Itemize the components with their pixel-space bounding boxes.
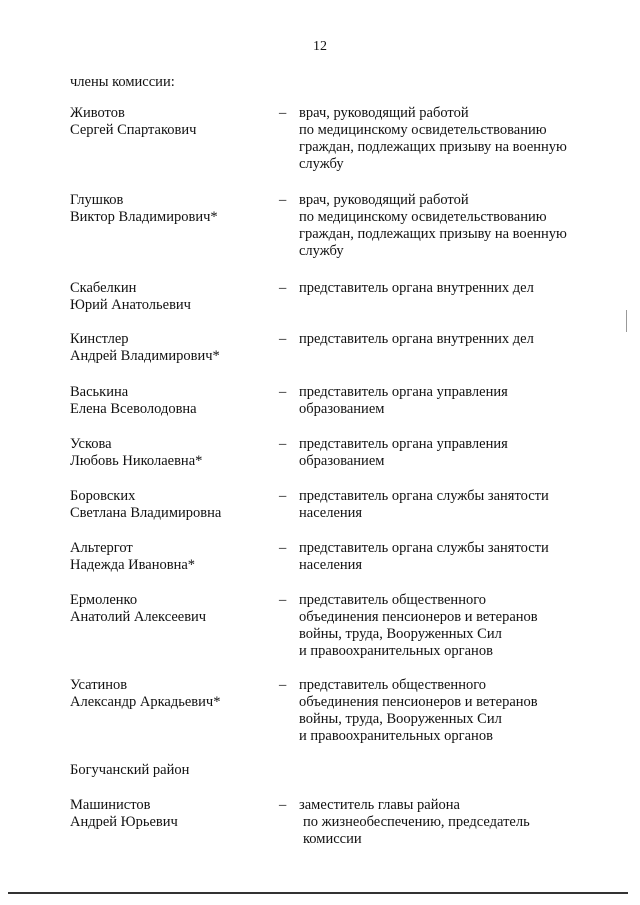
member-given-names: Сергей Спартакович: [70, 122, 197, 138]
role-line: по жизнеобеспечению, председатель: [303, 814, 530, 830]
member-name: [70, 192, 270, 226]
member-surname: Ускова: [70, 436, 112, 452]
member-role: [299, 105, 599, 173]
role-line: граждан, подлежащих призыву на военную: [299, 226, 567, 242]
role-line: представитель органа внутренних дел: [299, 280, 534, 296]
member-surname: Животов: [70, 105, 125, 121]
member-role: [299, 192, 599, 260]
role-line: войны, труда, Вооруженных Сил: [299, 711, 502, 727]
dash: –: [279, 797, 287, 813]
role-line: заместитель главы района: [299, 797, 460, 813]
dash: –: [279, 436, 287, 452]
member-surname: Кинстлер: [70, 331, 129, 347]
member-surname: Машинистов: [70, 797, 151, 813]
role-line: войны, труда, Вооруженных Сил: [299, 626, 502, 642]
scan-margin-mark: [626, 310, 627, 332]
dash: –: [279, 488, 287, 504]
member-surname: Васькина: [70, 384, 129, 400]
member-surname: Боровских: [70, 488, 136, 504]
member-role: [299, 488, 599, 522]
member-name: [70, 797, 270, 831]
role-line: службу: [299, 156, 344, 172]
member-name: [70, 384, 270, 418]
role-line: и правоохранительных органов: [299, 728, 493, 744]
member-role: [299, 797, 599, 848]
dash: –: [279, 192, 287, 208]
role-line: врач, руководящий работой: [299, 105, 469, 121]
role-line: объединения пенсионеров и ветеранов: [299, 694, 538, 710]
member-name: [70, 436, 270, 470]
role-line: населения: [299, 505, 363, 521]
dash: –: [279, 331, 287, 347]
member-name: [70, 592, 270, 626]
role-line: представитель органа управления: [299, 436, 508, 452]
member-role: [299, 280, 599, 297]
member-given-names: Андрей Юрьевич: [70, 814, 178, 830]
member-given-names: Надежда Ивановна*: [70, 557, 196, 573]
member-given-names: Анатолий Алексеевич: [70, 609, 207, 625]
member-surname: Ермоленко: [70, 592, 138, 608]
role-line: и правоохранительных органов: [299, 643, 493, 659]
role-line: врач, руководящий работой: [299, 192, 469, 208]
role-line: представитель органа управления: [299, 384, 508, 400]
member-surname: Глушков: [70, 192, 124, 208]
member-given-names: Юрий Анатольевич: [70, 297, 191, 313]
dash: –: [279, 384, 287, 400]
member-name: [70, 105, 270, 139]
role-line: представитель общественного: [299, 592, 487, 608]
member-surname: Альтергот: [70, 540, 133, 556]
dash: –: [279, 540, 287, 556]
members-heading: члены комиссии:: [70, 74, 175, 90]
dash: –: [279, 677, 287, 693]
member-name: [70, 488, 270, 522]
member-role: [299, 331, 599, 348]
member-given-names: Виктор Владимирович*: [70, 209, 218, 225]
role-line: представитель общественного: [299, 677, 487, 693]
dash: –: [279, 280, 287, 296]
role-line: комиссии: [303, 831, 362, 847]
role-line: населения: [299, 557, 363, 573]
dash: –: [279, 105, 287, 121]
member-name: [70, 677, 270, 711]
member-role: [299, 540, 599, 574]
member-given-names: Елена Всеволодовна: [70, 401, 197, 417]
member-role: [299, 436, 599, 470]
member-name: [70, 540, 270, 574]
page-number: 12: [313, 39, 327, 54]
bottom-rule: [8, 892, 628, 894]
member-given-names: Светлана Владимировна: [70, 505, 222, 521]
member-role: [299, 677, 599, 745]
role-line: образованием: [299, 401, 385, 417]
role-line: представитель органа внутренних дел: [299, 331, 534, 347]
member-name: [70, 280, 270, 314]
role-line: по медицинскому освидетельствованию: [299, 122, 547, 138]
member-surname: Усатинов: [70, 677, 128, 693]
dash: –: [279, 592, 287, 608]
role-line: образованием: [299, 453, 385, 469]
role-line: представитель органа службы занятости: [299, 540, 549, 556]
role-line: по медицинскому освидетельствованию: [299, 209, 547, 225]
role-line: объединения пенсионеров и ветеранов: [299, 609, 538, 625]
member-name: [70, 331, 270, 365]
member-role: [299, 384, 599, 418]
member-given-names: Любовь Николаевна*: [70, 453, 203, 469]
member-given-names: Андрей Владимирович*: [70, 348, 220, 364]
member-role: [299, 592, 599, 660]
role-line: представитель органа службы занятости: [299, 488, 549, 504]
member-surname: Скабелкин: [70, 280, 137, 296]
district-title: Богучанский район: [70, 762, 190, 778]
role-line: граждан, подлежащих призыву на военную: [299, 139, 567, 155]
role-line: службу: [299, 243, 344, 259]
member-given-names: Александр Аркадьевич*: [70, 694, 221, 710]
